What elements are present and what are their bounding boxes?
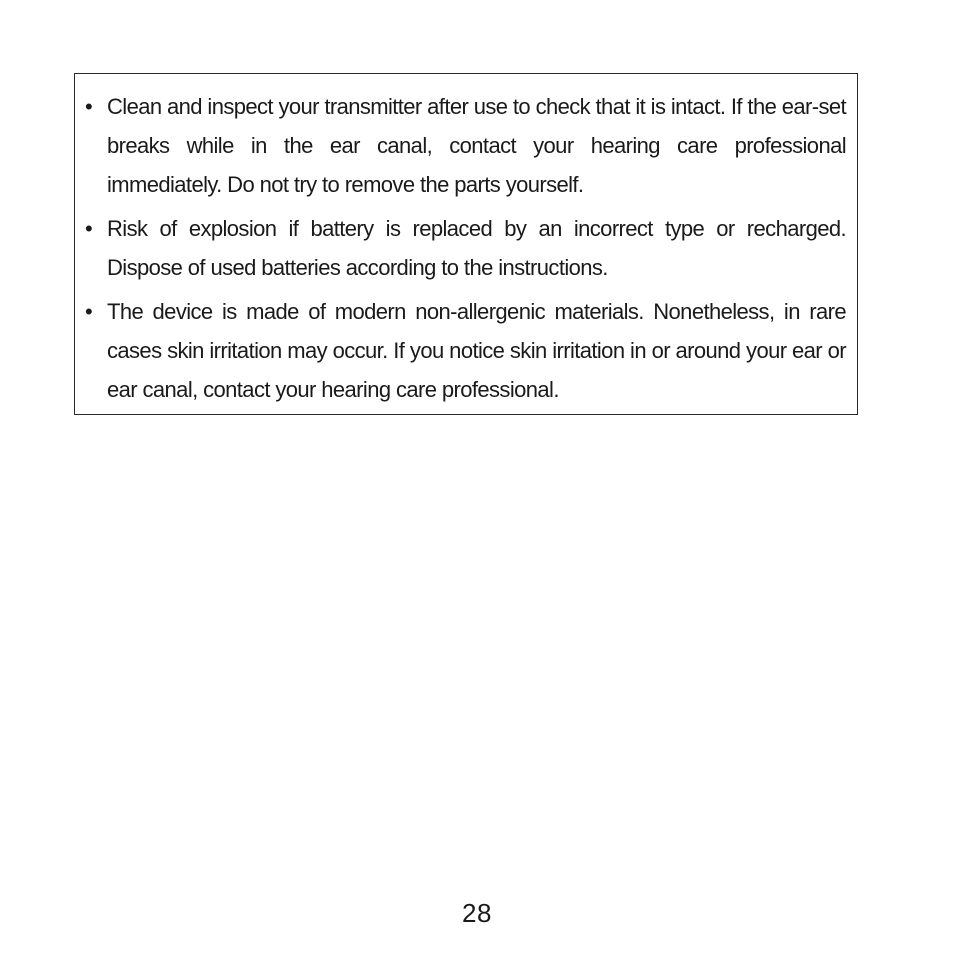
warning-box xyxy=(74,73,858,415)
list-item xyxy=(85,209,846,287)
bullet-icon: • xyxy=(85,94,93,119)
bullet-icon: • xyxy=(85,299,93,324)
warning-text-battery: Risk of explosion if battery is replaced by an incorrect type or recharged. Dispose of used batteries according to the instructions. xyxy=(107,216,846,280)
page-number: 28 xyxy=(462,898,492,928)
list-item xyxy=(85,87,846,204)
bullet-icon: • xyxy=(85,216,93,241)
warning-list xyxy=(85,87,846,409)
warning-text-materials: The device is made of modern non-allergenic materials. Nonetheless, in rare cases skin irritation may occur. If you notice skin irritation in or around your ear or ear canal, contact your hearing care professional. xyxy=(107,299,846,402)
list-item xyxy=(85,292,846,409)
warning-text-cleaning: Clean and inspect your transmitter after use to check that it is intact. If the ear-set breaks while in the ear canal, contact your hearing care professional immediately. Do not try to remove the parts yourself. xyxy=(107,94,846,197)
